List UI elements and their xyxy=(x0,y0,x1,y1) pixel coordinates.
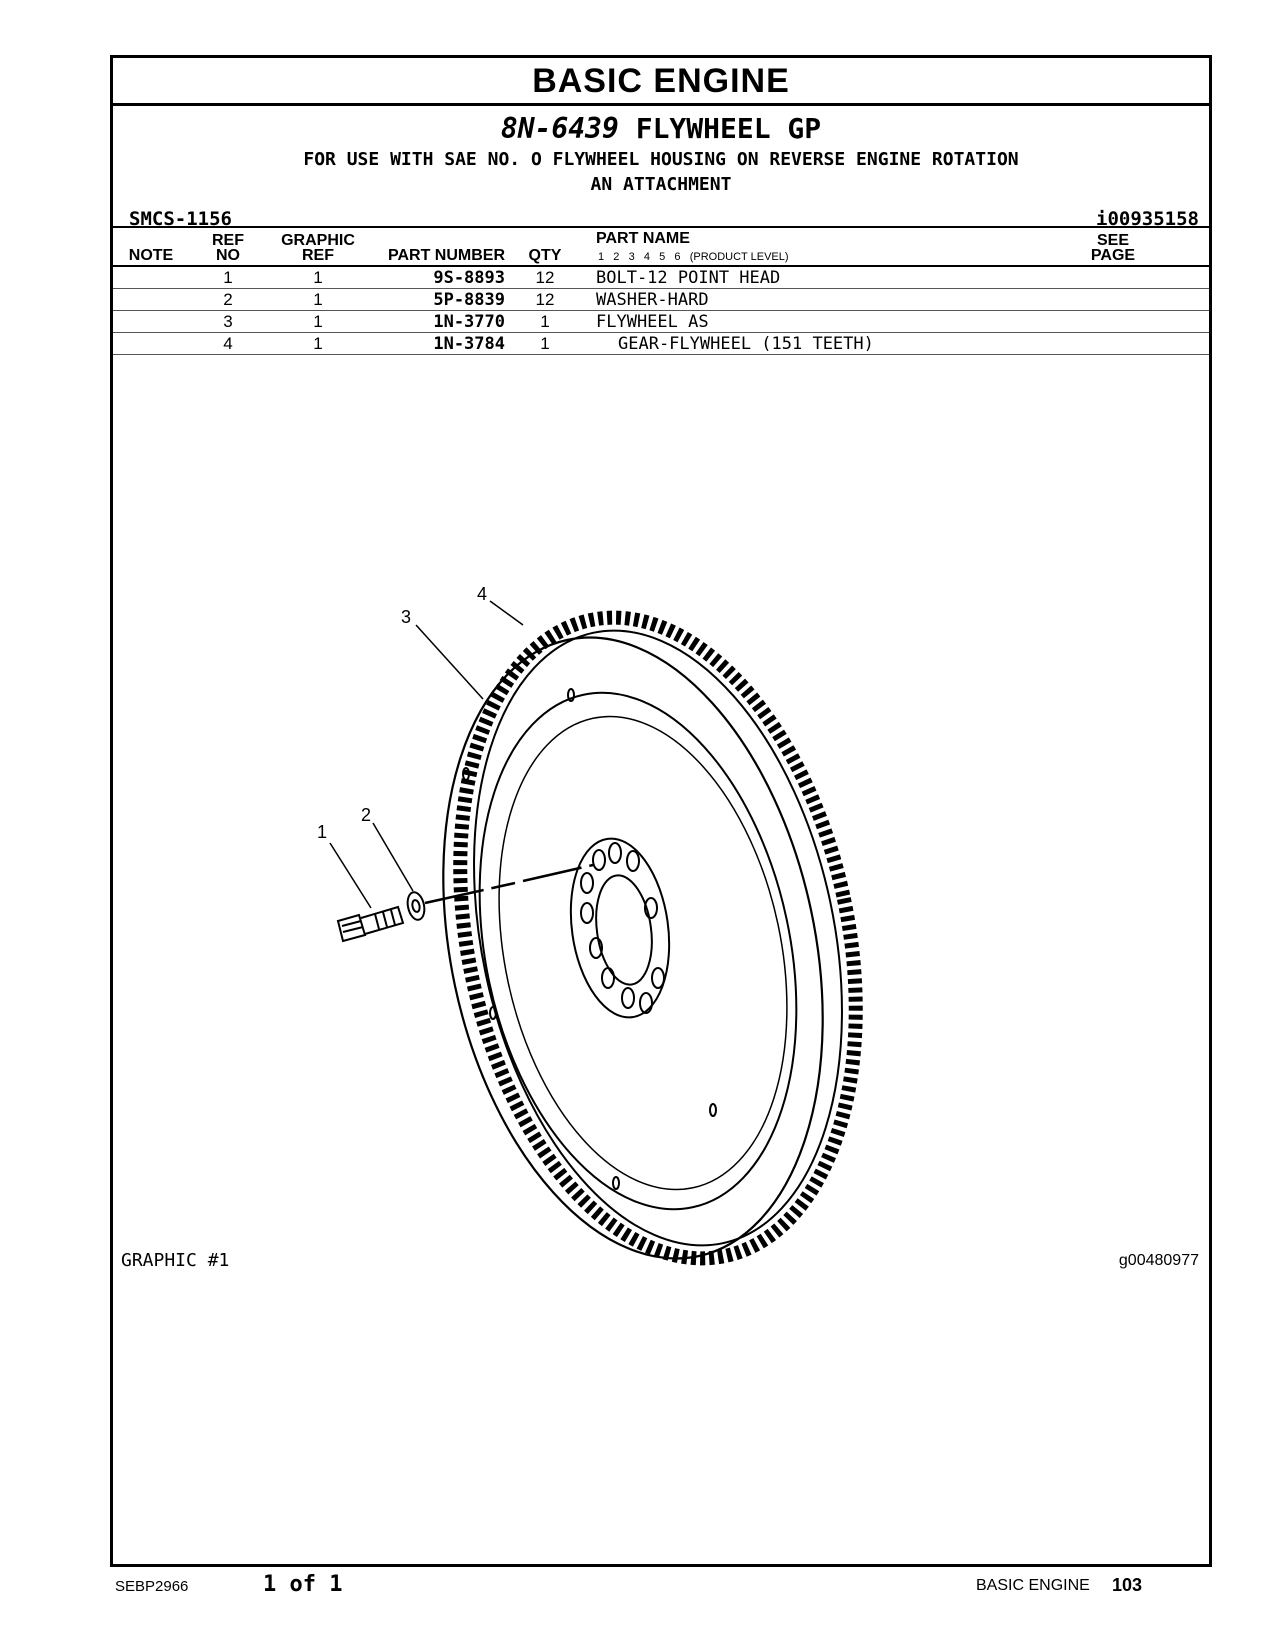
header-graphic-ref-line2: REF xyxy=(302,247,334,264)
hub-bolt-hole xyxy=(581,903,593,923)
footer-section: BASIC ENGINE xyxy=(976,1577,1090,1594)
washer-hole xyxy=(411,899,420,912)
row3-ref-no: 3 xyxy=(223,312,233,331)
header-qty: QTY xyxy=(528,247,562,264)
assembly-alignment-line xyxy=(425,865,593,903)
row2-ref-no: 2 xyxy=(223,290,233,309)
bolt-12-point-head xyxy=(338,907,403,941)
row4-graphic-ref: 1 xyxy=(313,334,323,353)
row3-qty: 1 xyxy=(540,312,550,331)
rim-hole xyxy=(490,1007,496,1019)
hub-bolt-hole xyxy=(652,968,664,988)
callout-1-leader xyxy=(330,843,371,908)
flywheel-inner-rim xyxy=(435,663,841,1239)
callout-1: 1 xyxy=(317,822,328,842)
hub-pilot-bore xyxy=(590,872,659,988)
row3-graphic-ref: 1 xyxy=(313,312,323,331)
row1-ref-no: 1 xyxy=(223,268,233,287)
header-part-number: PART NUMBER xyxy=(387,247,505,264)
rim-hole xyxy=(613,1177,619,1189)
hub-bolt-hole xyxy=(581,873,593,893)
illustration-id: i00935158 xyxy=(1096,208,1199,230)
header-see-page-line2: PAGE xyxy=(1090,247,1136,264)
header-product-levels: 1 2 3 4 5 6 (PRODUCT LEVEL) xyxy=(598,251,789,263)
callout-4: 4 xyxy=(477,584,488,604)
row4-qty: 1 xyxy=(540,334,550,353)
row2-part-name: WASHER-HARD xyxy=(596,290,709,310)
hub-bolt-hole xyxy=(602,968,614,988)
header-graphic-ref-line1: GRAPHIC xyxy=(281,232,355,249)
hub-bolt-hole xyxy=(622,988,634,1008)
header-part-name: PART NAME xyxy=(596,230,690,247)
callout-2: 2 xyxy=(361,805,372,825)
row3-part-number[interactable]: 1N-3770 xyxy=(433,312,505,332)
row2-graphic-ref: 1 xyxy=(313,290,323,309)
washer-hard xyxy=(405,891,426,922)
flywheel-hub xyxy=(560,832,680,1024)
row1-qty: 12 xyxy=(535,268,555,287)
callout-3-leader xyxy=(416,625,483,699)
row1-graphic-ref: 1 xyxy=(313,268,323,287)
smcs-code: SMCS-1156 xyxy=(129,208,232,230)
graphic-label: GRAPHIC #1 xyxy=(121,1250,230,1271)
header-ref-no-line1: REF xyxy=(212,232,244,249)
callout-2-leader xyxy=(373,823,413,891)
row3-part-name: FLYWHEEL AS xyxy=(596,312,709,332)
group-description-line2: AN ATTACHMENT xyxy=(590,174,732,195)
rim-hole xyxy=(710,1104,716,1116)
exploded-view-drawing xyxy=(113,58,1209,1564)
row4-part-number[interactable]: 1N-3784 xyxy=(433,334,505,354)
group-description-line1: FOR USE WITH SAE NO. O FLYWHEEL HOUSING ON REVERSE ENGINE ROTATION xyxy=(303,149,1019,170)
callout-3: 3 xyxy=(401,607,412,627)
flywheel-outer-rim xyxy=(389,602,876,1294)
row1-part-number[interactable]: 9S-8893 xyxy=(433,268,505,288)
page-frame xyxy=(110,55,1212,1567)
callout-4-leader xyxy=(490,601,523,625)
graphic-id: g00480977 xyxy=(1118,1252,1199,1269)
hub-bolt-hole xyxy=(609,843,621,863)
header-see-page-line1: SEE xyxy=(1096,232,1129,249)
group-part-number[interactable]: 8N-6439 xyxy=(500,112,619,145)
header-ref-no-line2: NO xyxy=(216,247,240,264)
footer-page-number: 103 xyxy=(1112,1575,1143,1595)
section-title: BASIC ENGINE xyxy=(113,58,1209,106)
row2-qty: 12 xyxy=(535,290,555,309)
row4-ref-no: 4 xyxy=(223,334,233,353)
header-note: NOTE xyxy=(128,247,174,264)
hub-bolt-hole xyxy=(640,993,652,1013)
group-name: FLYWHEEL GP xyxy=(635,112,822,145)
hub-bolt-hole xyxy=(627,851,639,871)
hub-bolt-hole xyxy=(593,850,605,870)
row1-part-name: BOLT-12 POINT HEAD xyxy=(596,268,781,288)
row2-part-number[interactable]: 5P-8839 xyxy=(433,290,505,310)
row4-part-name: GEAR-FLYWHEEL (151 TEETH) xyxy=(618,334,874,354)
footer-page-of: 1 of 1 xyxy=(263,1572,343,1597)
footer-doc-number: SEBP2966 xyxy=(115,1578,189,1595)
